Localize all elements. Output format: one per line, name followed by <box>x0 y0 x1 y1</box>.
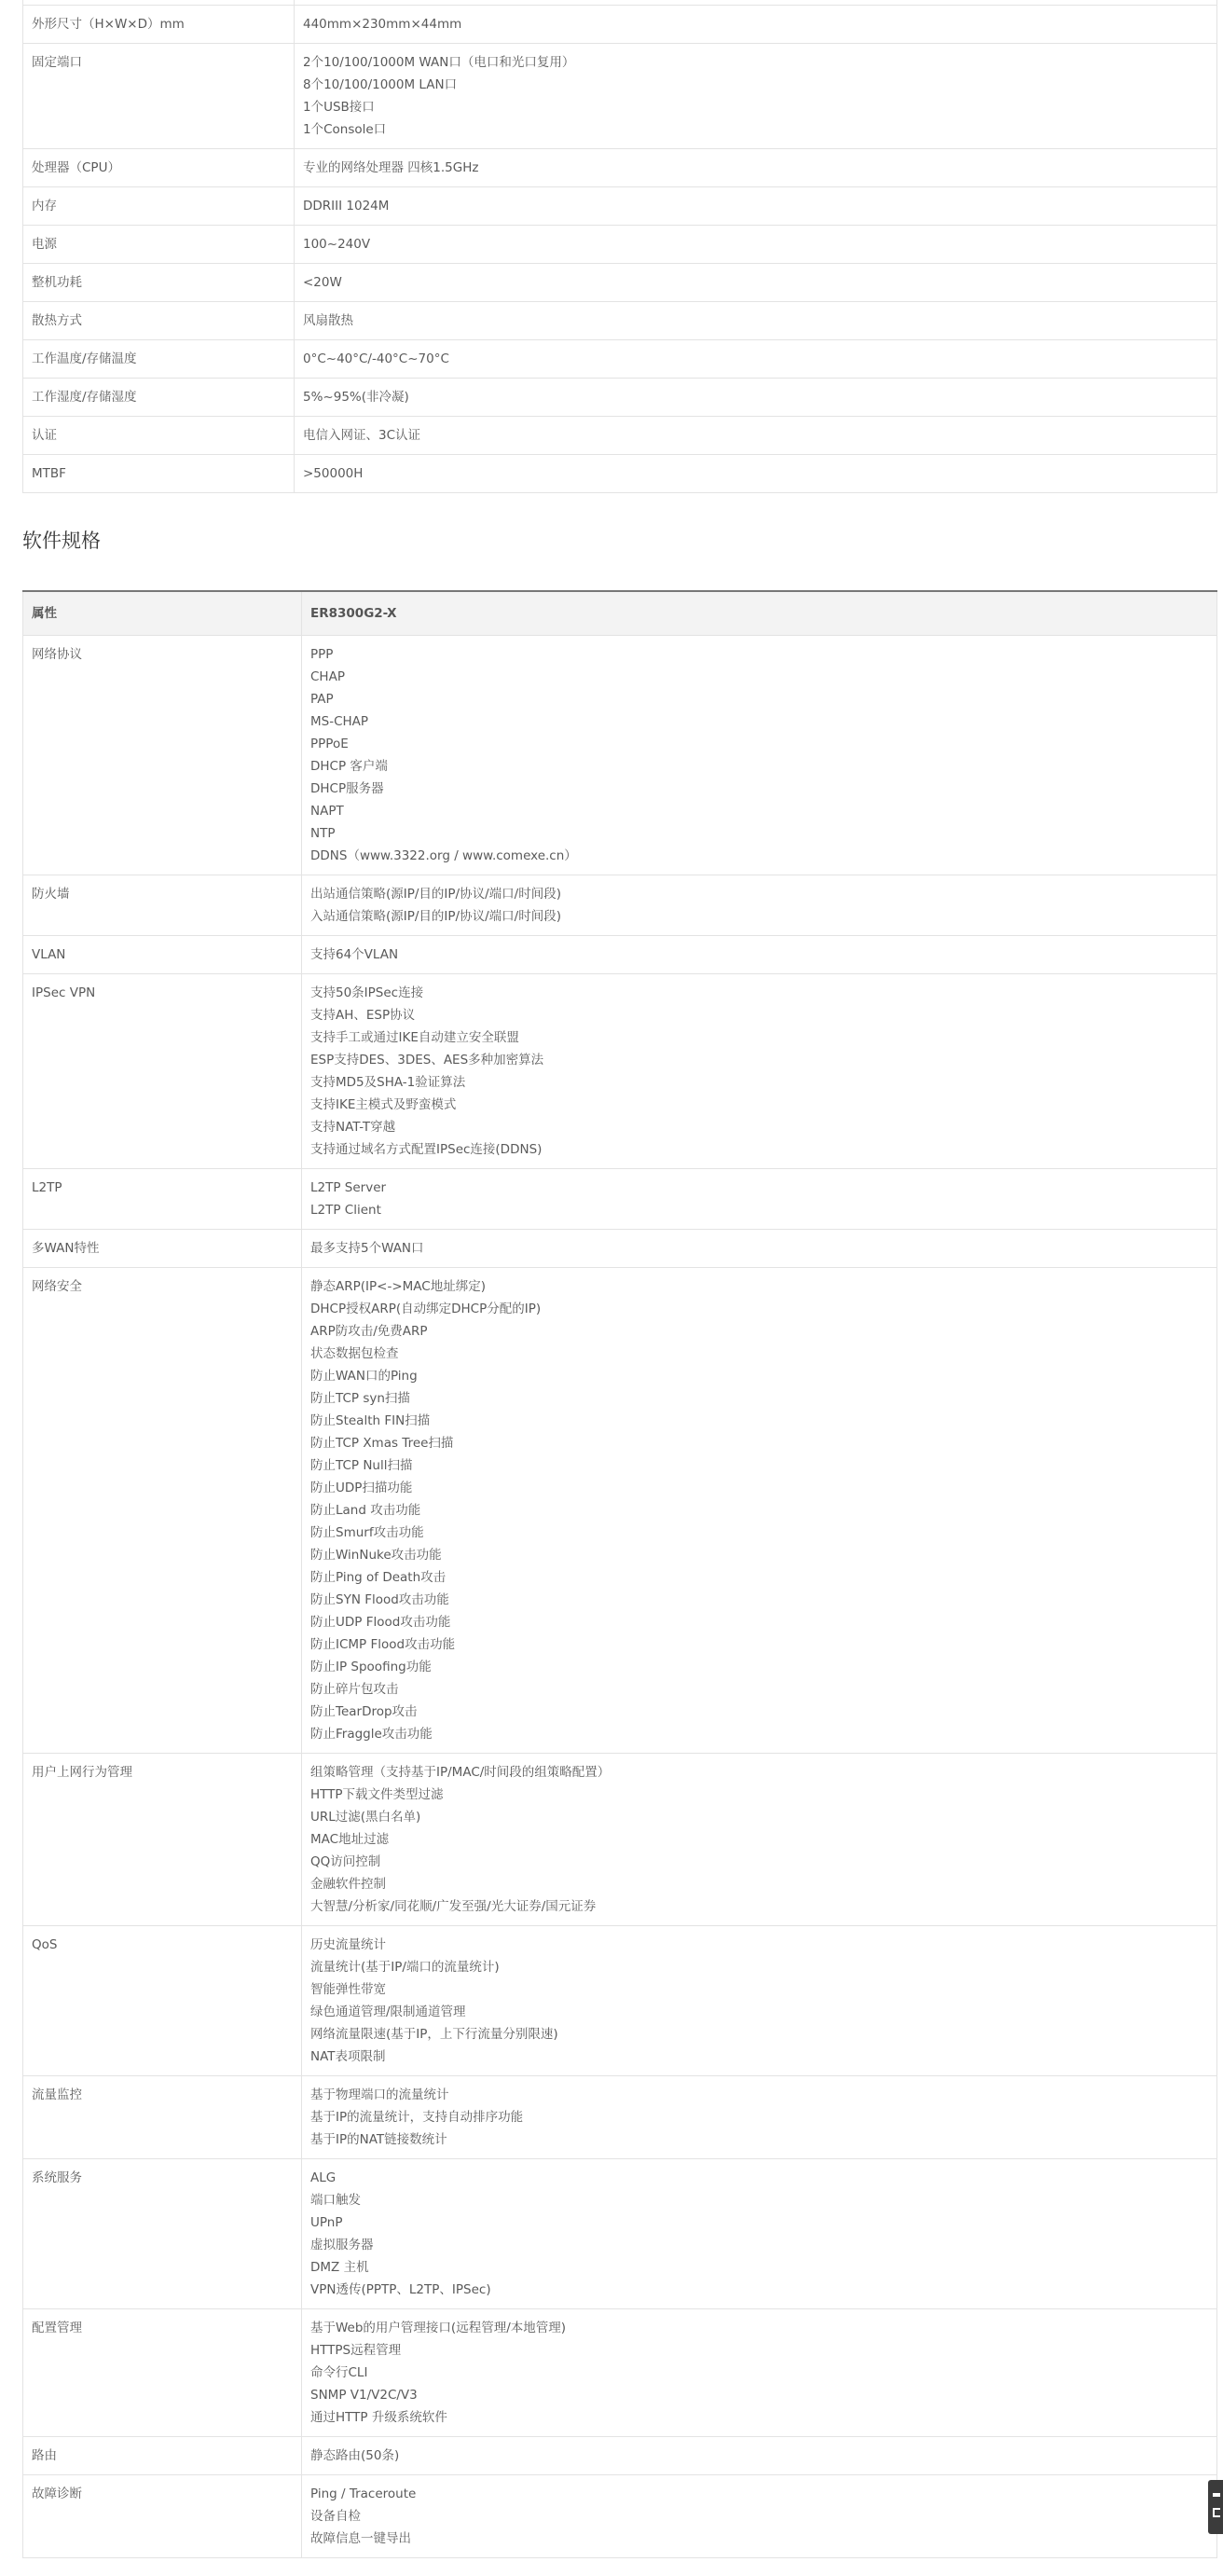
spec-label: 电源 <box>23 226 295 264</box>
spec-value-line: 支持50条IPSec连接 <box>310 985 424 1000</box>
spec-value-line: 0°C~40°C/-40°C~70°C <box>303 351 449 366</box>
spec-value <box>295 455 1217 493</box>
spec-label: 系统服务 <box>23 2159 302 2309</box>
spec-value-line: SNMP V1/V2C/V3 <box>310 2388 418 2403</box>
spec-value-line: 大智慧/分析家/同花顺/广发至强/光大证券/国元证券 <box>310 1899 597 1914</box>
spec-value-line: 支持IKE主模式及野蛮模式 <box>310 1097 457 1112</box>
spec-value-line: PAP <box>310 692 334 707</box>
spec-value-line: 防止UDP扫描功能 <box>310 1481 413 1495</box>
spec-label: IPSec VPN <box>23 974 302 1169</box>
spec-value <box>302 1169 1217 1230</box>
spec-value-line: 防止TCP syn扫描 <box>310 1391 410 1406</box>
hardware-spec-table <box>22 0 1217 493</box>
spec-value-line: 支持MD5及SHA-1验证算法 <box>310 1075 466 1090</box>
spec-value-line: 440mm×230mm×44mm <box>303 17 462 32</box>
spec-label: 认证 <box>23 417 295 455</box>
table-row <box>23 2437 1217 2475</box>
spec-value-line: 防止IP Spoofing功能 <box>310 1660 432 1674</box>
spec-value-line: 命令行CLI <box>310 2365 368 2380</box>
spec-value-line: MAC地址过滤 <box>310 1832 390 1847</box>
spec-value <box>295 6 1217 44</box>
spec-value-line: 防止ICMP Flood攻击功能 <box>310 1637 456 1652</box>
spec-value-line: L2TP Server <box>310 1180 387 1195</box>
spec-value <box>302 875 1217 936</box>
spec-label: 整机功耗 <box>23 264 295 302</box>
spec-value-line: 支持NAT-T穿越 <box>310 1120 396 1135</box>
side-float-tab[interactable] <box>1208 2480 1223 2534</box>
table-row <box>23 1926 1217 2076</box>
spec-value <box>295 149 1217 187</box>
spec-value-line: NAPT <box>310 804 344 819</box>
software-spec-table <box>22 590 1217 2558</box>
header-attribute-label: 属性 <box>23 591 302 636</box>
spec-value-line: 静态路由(50条) <box>310 2448 400 2463</box>
spec-label: 工作湿度/存储湿度 <box>23 379 295 417</box>
spec-value-line: DHCP服务器 <box>310 781 384 796</box>
spec-label: 用户上网行为管理 <box>23 1754 302 1926</box>
spec-value-line: 2个10/100/1000M WAN口（电口和光口复用） <box>303 55 575 70</box>
table-row <box>23 2309 1217 2437</box>
spec-value-line: 端口触发 <box>310 2193 361 2208</box>
spec-value-line: HTTPS远程管理 <box>310 2343 402 2358</box>
spec-value-line: PPPoE <box>310 737 349 751</box>
spec-value-line: 绿色通道管理/限制通道管理 <box>310 2004 466 2019</box>
spec-label: L2TP <box>23 1169 302 1230</box>
spec-label: MTBF <box>23 455 295 493</box>
spec-value-line: DDNS（www.3322.org / www.comexe.cn） <box>310 848 577 863</box>
spec-value-line: 故障信息一键导出 <box>310 2531 411 2546</box>
spec-value <box>302 1230 1217 1268</box>
spec-value-line: 通过HTTP 升级系统软件 <box>310 2410 447 2425</box>
spec-label: 配置管理 <box>23 2309 302 2437</box>
spec-value <box>295 302 1217 340</box>
spec-label: 外形尺寸（H×W×D）mm <box>23 6 295 44</box>
spec-value-line: 最多支持5个WAN口 <box>310 1241 424 1256</box>
spec-value-line: Ping / Traceroute <box>310 2486 417 2501</box>
table-row <box>23 379 1217 417</box>
spec-value-line: DHCP 客户端 <box>310 759 388 774</box>
spec-value-line: 虚拟服务器 <box>310 2238 374 2252</box>
spec-value-line: 防止Ping of Death攻击 <box>310 1570 447 1585</box>
spec-label: VLAN <box>23 936 302 974</box>
spec-value-line: NTP <box>310 826 336 841</box>
spec-value-line: 1个USB接口 <box>303 100 375 115</box>
spec-value-line: 防止Land 攻击功能 <box>310 1503 421 1518</box>
spec-value <box>295 340 1217 379</box>
spec-label: 多WAN特性 <box>23 1230 302 1268</box>
spec-value-line: DMZ 主机 <box>310 2260 369 2275</box>
table-row <box>23 875 1217 936</box>
spec-label: 处理器（CPU） <box>23 149 295 187</box>
minus-icon <box>1213 2493 1220 2497</box>
spec-value-line: 状态数据包检查 <box>310 1346 399 1361</box>
spec-value-line: HTTP下载文件类型过滤 <box>310 1787 444 1802</box>
spec-value-line: 静态ARP(IP<->MAC地址绑定) <box>310 1279 486 1294</box>
spec-value-line: 智能弹性带宽 <box>310 1982 386 1997</box>
table-row <box>23 6 1217 44</box>
spec-value-line: 防止UDP Flood攻击功能 <box>310 1615 451 1630</box>
spec-value-line: 防止TCP Xmas Tree扫描 <box>310 1436 454 1451</box>
spec-value <box>302 2475 1217 2558</box>
spec-value-line: VPN透传(PPTP、L2TP、IPSec) <box>310 2282 491 2297</box>
spec-value-line: DHCP授权ARP(自动绑定DHCP分配的IP) <box>310 1302 542 1316</box>
spec-value-line: CHAP <box>310 669 345 684</box>
table-row <box>23 149 1217 187</box>
spec-value-line: 基于物理端口的流量统计 <box>310 2087 449 2102</box>
table-row <box>23 264 1217 302</box>
spec-value-line: 电信入网证、3C认证 <box>303 428 421 443</box>
spec-value <box>302 936 1217 974</box>
table-row <box>23 187 1217 226</box>
spec-value <box>295 417 1217 455</box>
spec-value-line: NAT表项限制 <box>310 2049 386 2064</box>
spec-value <box>302 2437 1217 2475</box>
spec-value-line: 防止TCP Null扫描 <box>310 1458 413 1473</box>
spec-label: 防火墙 <box>23 875 302 936</box>
spec-label: 工作温度/存储温度 <box>23 340 295 379</box>
spec-value-line: QQ访问控制 <box>310 1854 381 1869</box>
table-row <box>23 1169 1217 1230</box>
spec-value <box>302 636 1217 875</box>
spec-value-line: <20W <box>303 275 342 290</box>
header-model-label: ER8300G2-X <box>302 591 1217 636</box>
table-row <box>23 44 1217 149</box>
table-row <box>23 340 1217 379</box>
table-row <box>23 226 1217 264</box>
spec-value <box>302 974 1217 1169</box>
table-row <box>23 302 1217 340</box>
spec-value-line: ALG <box>310 2170 337 2185</box>
spec-value-line: 基于IP的NAT链接数统计 <box>310 2132 447 2147</box>
spec-value-line: 专业的网络处理器 四核1.5GHz <box>303 160 479 175</box>
spec-value-line: ESP支持DES、3DES、AES多种加密算法 <box>310 1053 544 1068</box>
spec-value-line: 防止SYN Flood攻击功能 <box>310 1592 449 1607</box>
bracket-icon <box>1213 2508 1220 2517</box>
table-row <box>23 974 1217 1169</box>
spec-value <box>295 44 1217 149</box>
spec-value-line: 防止WAN口的Ping <box>310 1369 418 1384</box>
spec-value-line: 风扇散热 <box>303 313 353 328</box>
spec-value-line: 防止WinNuke攻击功能 <box>310 1548 442 1563</box>
table-row <box>23 417 1217 455</box>
spec-value-line: 金融软件控制 <box>310 1877 386 1892</box>
spec-value-line: 网络流量限速(基于IP，上下行流量分别限速) <box>310 2027 558 2042</box>
spec-value-line: 支持手工或通过IKE自动建立安全联盟 <box>310 1030 519 1045</box>
spec-value-line: MS-CHAP <box>310 714 369 729</box>
spec-value-line: 组策略管理（支持基于IP/MAC/时间段的组策略配置） <box>310 1765 611 1780</box>
table-row <box>23 936 1217 974</box>
spec-value-line: 防止Stealth FIN扫描 <box>310 1413 431 1428</box>
spec-value-line: >50000H <box>303 466 364 481</box>
spec-value-line: 基于IP的流量统计，支持自动排序功能 <box>310 2110 524 2125</box>
spec-value-line: 防止Smurf攻击功能 <box>310 1525 424 1540</box>
spec-value <box>302 2309 1217 2437</box>
spec-value-line: DDRIII 1024M <box>303 199 390 214</box>
spec-value-line: 100~240V <box>303 237 371 252</box>
spec-label: 网络协议 <box>23 636 302 875</box>
spec-value <box>302 1268 1217 1754</box>
spec-value-line: 8个10/100/1000M LAN口 <box>303 77 458 92</box>
table-row <box>23 2076 1217 2159</box>
table-row <box>23 636 1217 875</box>
table-row <box>23 2475 1217 2558</box>
spec-value-line: 流量统计(基于IP/端口的流量统计) <box>310 1960 500 1975</box>
spec-value-line: PPP <box>310 647 334 662</box>
spec-value <box>295 226 1217 264</box>
spec-value-line: 入站通信策略(源IP/目的IP/协议/端口/时间段) <box>310 909 561 924</box>
spec-value-line: 1个Console口 <box>303 122 387 137</box>
spec-label: QoS <box>23 1926 302 2076</box>
spec-value-line: 基于Web的用户管理接口(远程管理/本地管理) <box>310 2321 567 2335</box>
spec-value-line: 防止Fraggle攻击功能 <box>310 1727 433 1742</box>
spec-value <box>295 187 1217 226</box>
spec-value-line: 历史流量统计 <box>310 1937 386 1952</box>
spec-label: 网络安全 <box>23 1268 302 1754</box>
table-row <box>23 1268 1217 1754</box>
spec-value <box>302 1754 1217 1926</box>
table-row <box>23 1230 1217 1268</box>
spec-value-line: 防止TearDrop攻击 <box>310 1704 418 1719</box>
spec-value-line: L2TP Client <box>310 1203 381 1218</box>
spec-value-line: 出站通信策略(源IP/目的IP/协议/端口/时间段) <box>310 887 561 902</box>
spec-value-line: 支持64个VLAN <box>310 947 399 962</box>
spec-label: 固定端口 <box>23 44 295 149</box>
spec-value-line: 5%~95%(非冷凝) <box>303 390 409 405</box>
table-row <box>23 1754 1217 1926</box>
spec-label: 路由 <box>23 2437 302 2475</box>
spec-label: 散热方式 <box>23 302 295 340</box>
spec-value <box>302 1926 1217 2076</box>
spec-value-line: 防止碎片包攻击 <box>310 1682 399 1697</box>
spec-value <box>302 2076 1217 2159</box>
table-header-row <box>23 591 1217 636</box>
spec-value <box>295 264 1217 302</box>
spec-value-line: ARP防攻击/免费ARP <box>310 1324 428 1339</box>
spec-value <box>295 379 1217 417</box>
spec-value-line: 设备自检 <box>310 2509 361 2524</box>
spec-value <box>302 2159 1217 2309</box>
spec-value-line: 支持通过域名方式配置IPSec连接(DDNS) <box>310 1142 543 1157</box>
table-row <box>23 2159 1217 2309</box>
spec-value-line: URL过滤(黑白名单) <box>310 1810 421 1825</box>
spec-label: 内存 <box>23 187 295 226</box>
table-row <box>23 455 1217 493</box>
spec-label: 流量监控 <box>23 2076 302 2159</box>
software-spec-title: 软件规格 <box>22 530 101 552</box>
spec-value-line: UPnP <box>310 2215 343 2230</box>
spec-label: 故障诊断 <box>23 2475 302 2558</box>
spec-value-line: 支持AH、ESP协议 <box>310 1008 416 1023</box>
